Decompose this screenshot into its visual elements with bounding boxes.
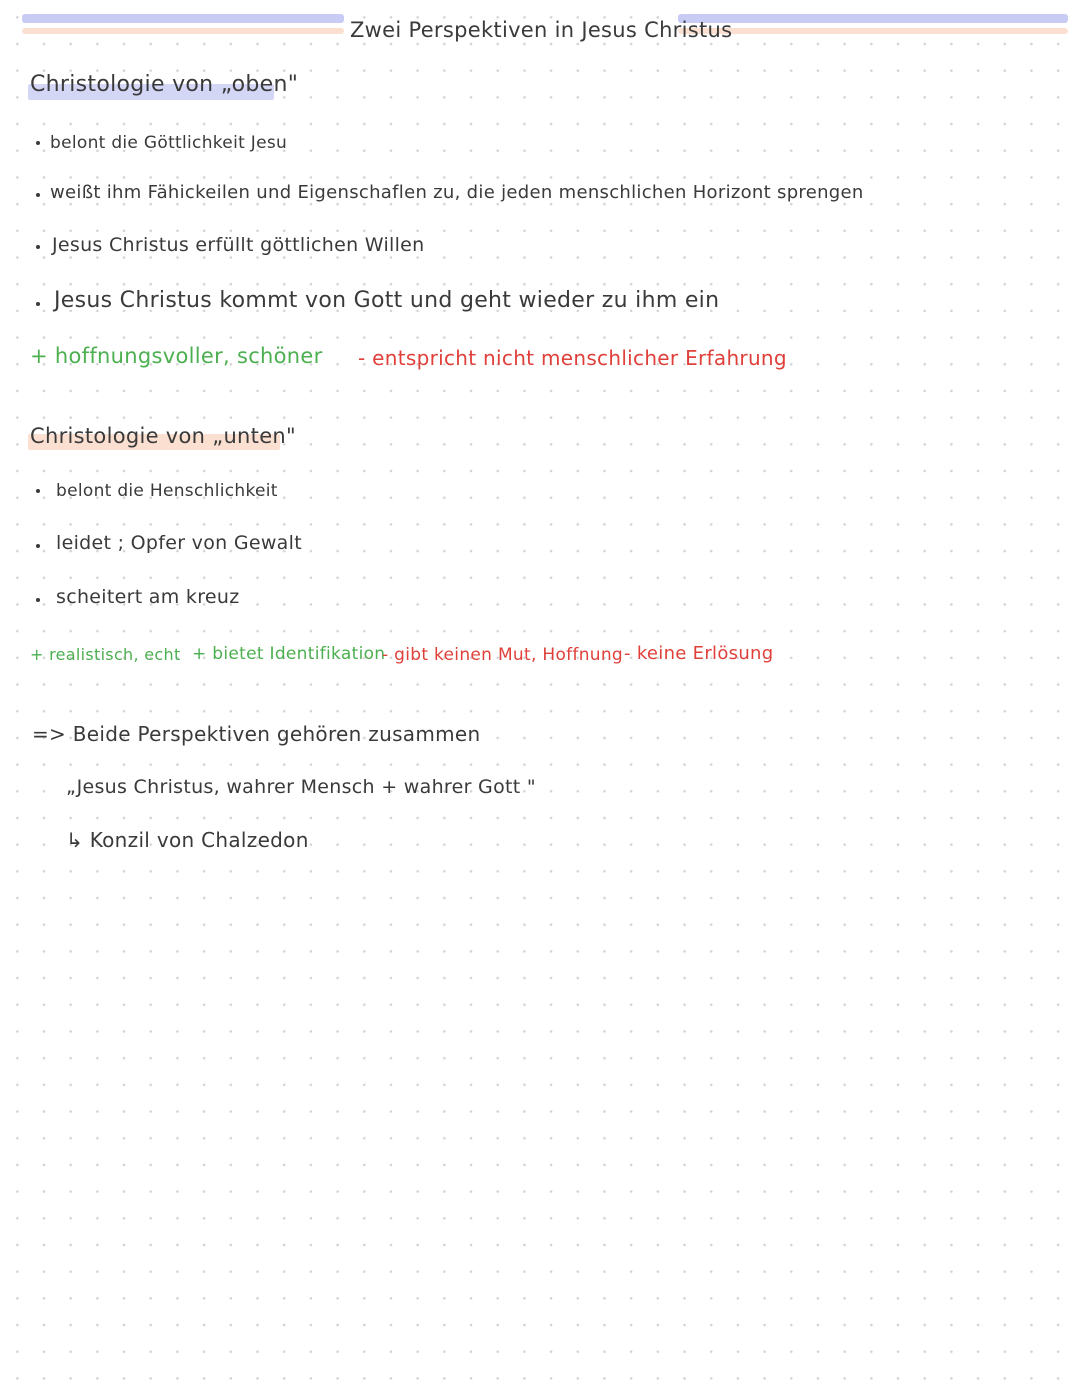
- bullet-unten-1: belont die Henschlichkeit: [56, 481, 278, 501]
- conclusion-source: ↳ Konzil von Chalzedon: [66, 828, 309, 852]
- bullet-dot: [36, 598, 40, 602]
- heading-christologie-oben: Christologie von „oben": [30, 72, 299, 97]
- bullet-dot: [36, 544, 40, 548]
- bullet-dot: [36, 193, 40, 197]
- heading-christologie-unten: Christologie von „unten": [30, 424, 296, 448]
- bullet-unten-3: scheitert am kreuz: [56, 586, 240, 608]
- conclusion-quote: „Jesus Christus, wahrer Mensch + wahrer Gott ": [66, 776, 536, 798]
- header-band-right-blue: [678, 14, 1068, 23]
- header-band-right-peach: [678, 28, 1068, 34]
- bullet-dot: [36, 489, 40, 493]
- contra-unten-2: - keine Erlösung: [624, 643, 774, 664]
- pro-unten-2: + bietet Identifikation: [192, 644, 386, 664]
- contra-oben: - entspricht nicht menschlicher Erfahrung: [358, 346, 787, 370]
- bullet-oben-2: weißt ihm Fähickeilen und Eigenschaflen zu, die jeden menschlichen Horizont sprengen: [50, 182, 864, 203]
- pro-oben: + hoffnungsvoller, schöner: [30, 344, 323, 368]
- bullet-dot: [36, 245, 40, 249]
- header-band-left-peach: [22, 28, 344, 34]
- contra-unten-1: - gibt keinen Mut, Hoffnung: [382, 645, 624, 665]
- page-title: Zwei Perspektiven in Jesus Christus: [350, 18, 733, 42]
- bullet-oben-3: Jesus Christus erfüllt göttlichen Willen: [52, 234, 425, 256]
- bullet-unten-2: leidet ; Opfer von Gewalt: [56, 532, 302, 554]
- bullet-dot: [36, 302, 40, 306]
- conclusion-line: => Beide Perspektiven gehören zusammen: [32, 722, 481, 746]
- bullet-oben-4: Jesus Christus kommt von Gott und geht wieder zu ihm ein: [54, 288, 720, 313]
- header-band-left-blue: [22, 14, 344, 23]
- bullet-oben-1: belont die Göttlichkeit Jesu: [50, 133, 288, 153]
- pro-unten-1: + realistisch, echt: [30, 645, 181, 664]
- bullet-dot: [36, 141, 40, 145]
